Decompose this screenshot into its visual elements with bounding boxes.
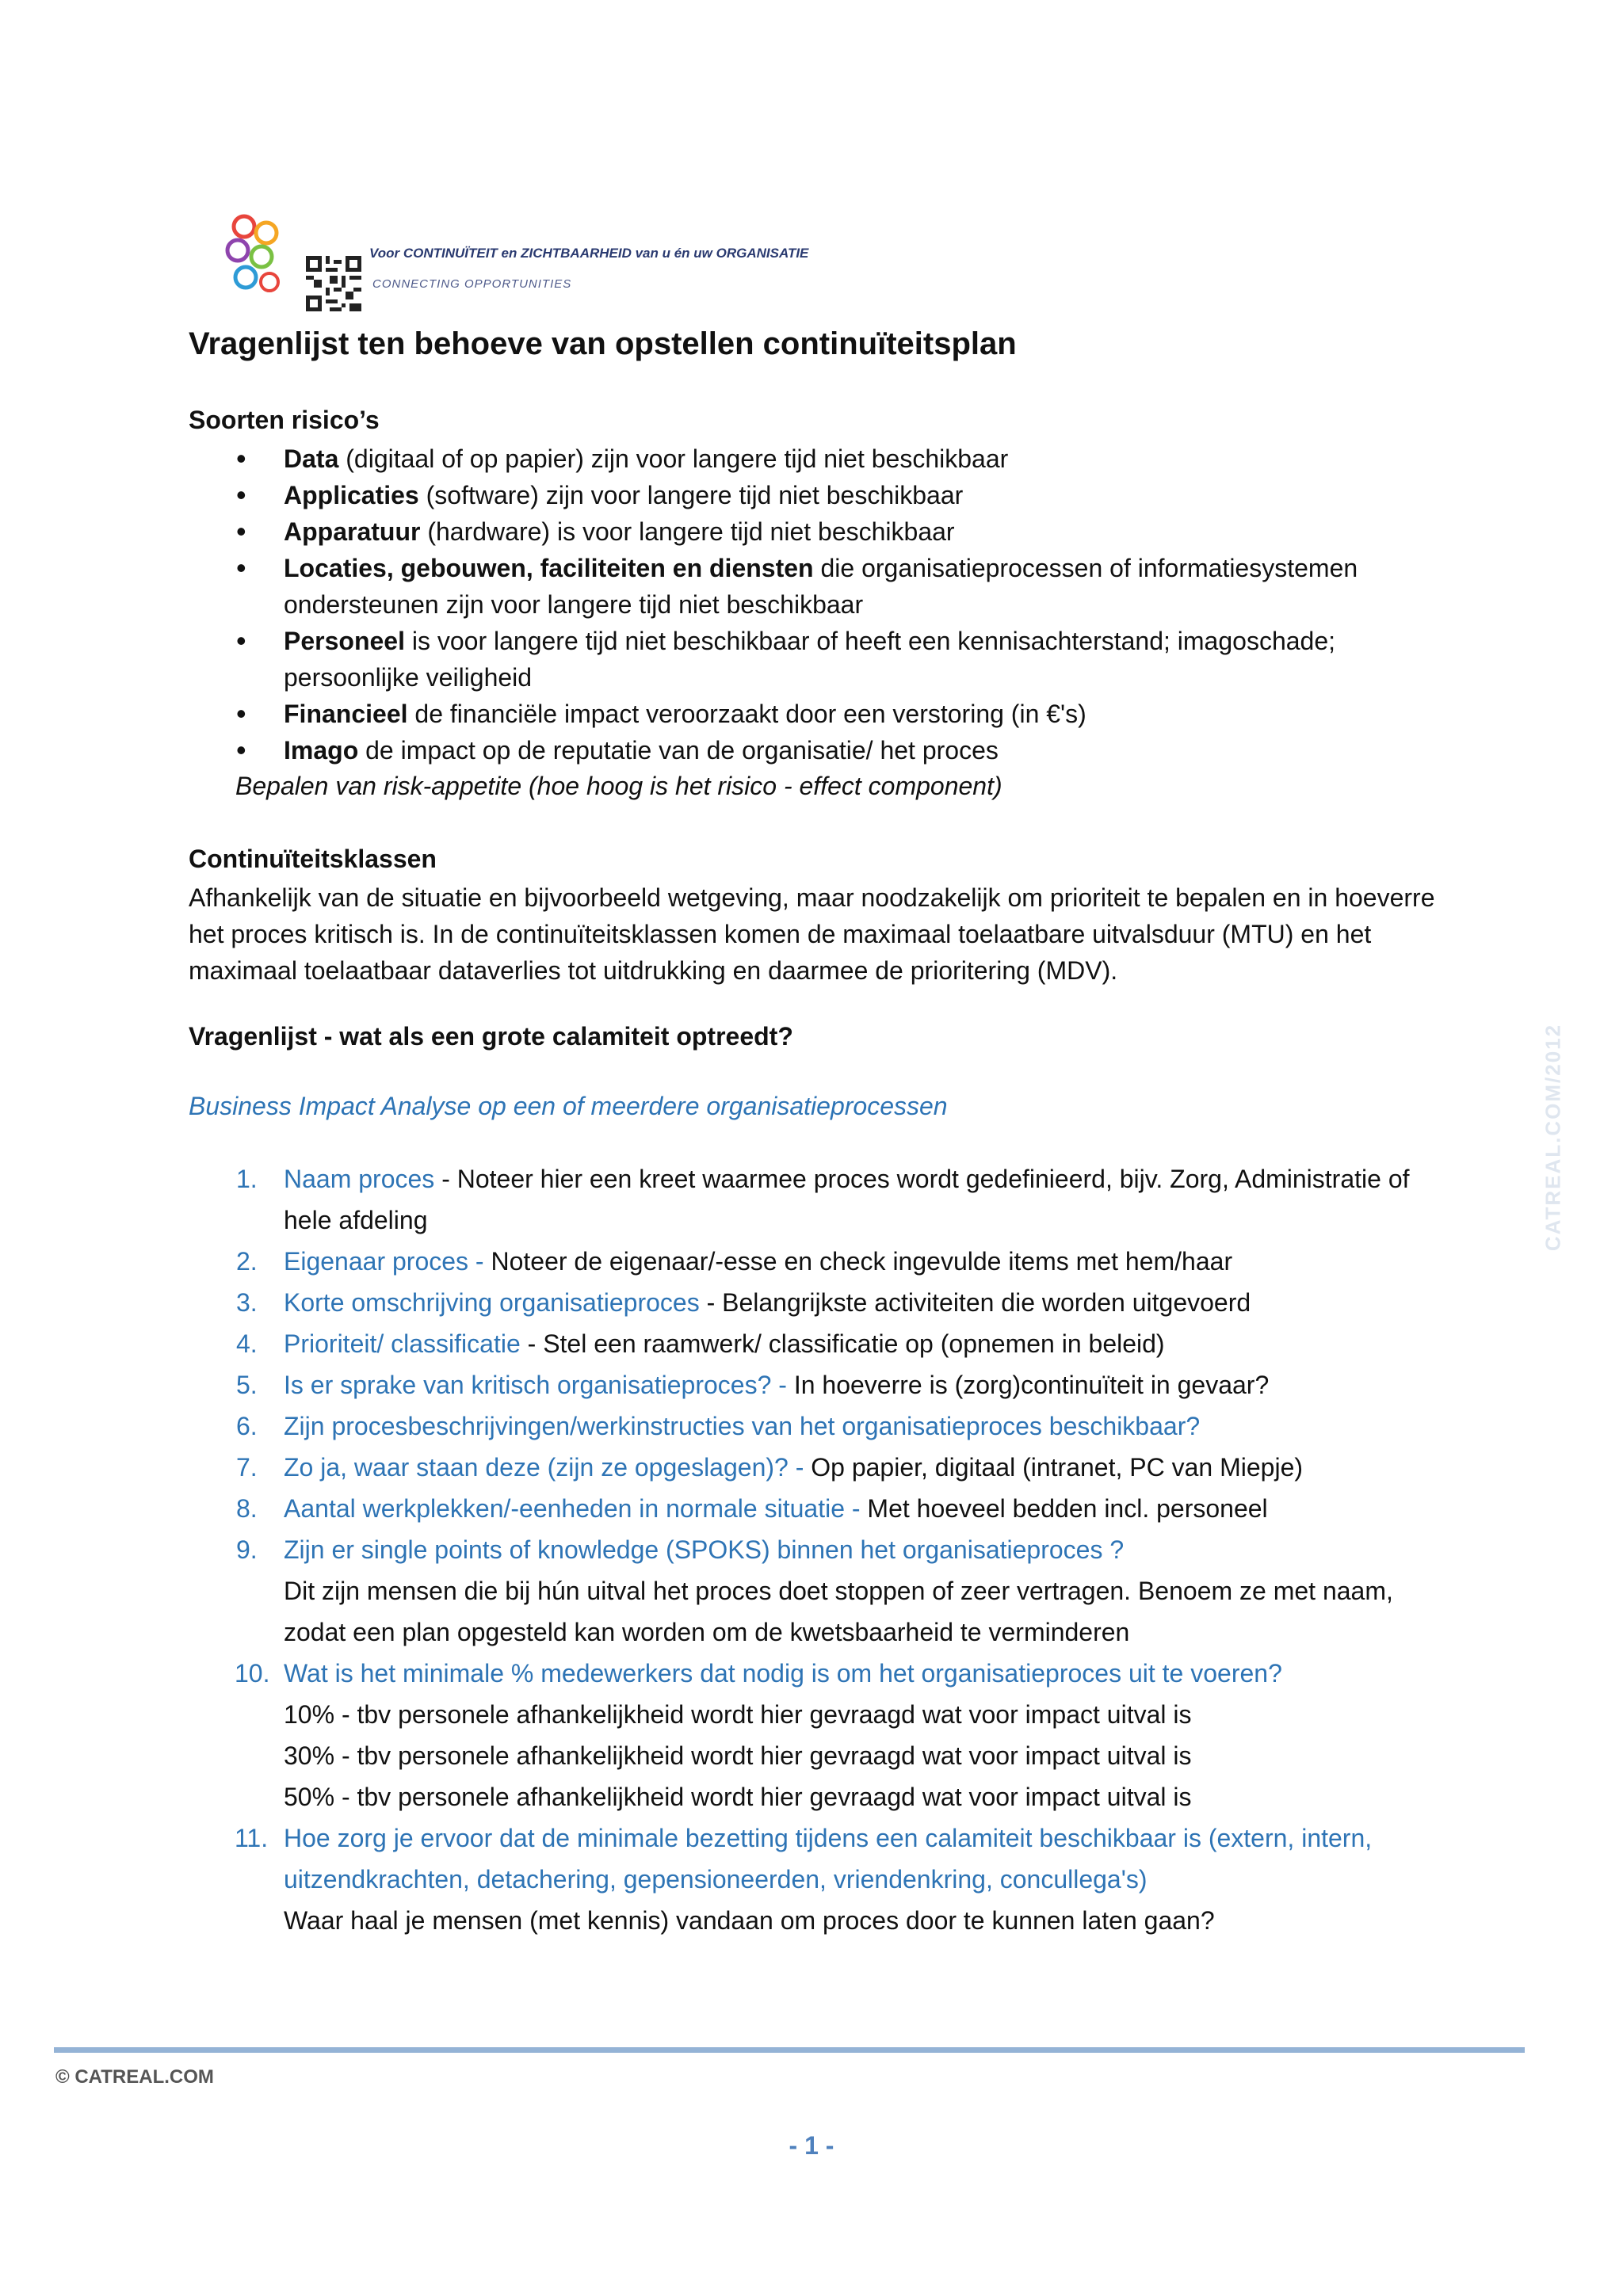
footer-divider: [54, 2047, 1525, 2053]
list-item: • Personeel is voor langere tijd niet beschikbaar of heeft een kennisachterstand; imagoschade; persoonlijke veiligheid: [189, 623, 1425, 696]
list-item: 8. Aantal werkplekken/-eenheden in normale situatie - Met hoeveel bedden incl. personeel: [236, 1494, 1268, 1523]
list-item: 1. Naam proces - Noteer hier een kreet waarmee proces wordt gedefinieerd, bijv. Zorg, Administratie of hele afdeling: [236, 1165, 1410, 1234]
page-number: - 1 -: [789, 2131, 834, 2160]
questionnaire-heading: Vragenlijst - wat als een grote calamiteit optreedt?: [189, 1022, 793, 1051]
list-item: • Imago de impact op de reputatie van de organisatie/ het proces: [189, 732, 1425, 769]
qr-code-icon: [306, 255, 361, 312]
risks-heading: Soorten risico’s: [189, 406, 380, 434]
risk-appetite-note: Bepalen van risk-appetite (hoe hoog is het risico - effect component): [235, 772, 1002, 800]
continuity-text: Afhankelijk van de situatie en bijvoorbeeld wetgeving, maar noodzakelijk om prioriteit te bepalen en in hoeverre het proces kritisch is. In de continuïteitsklassen komen de maximaal toelaatbare uitvalsduur (MTU) en het maximaal toelaatbaar dataverlies tot uitdrukking en daarmee de prioritering (MDV).: [189, 883, 1435, 985]
list-item: 2. Eigenaar proces - Noteer de eigenaar/-esse en check ingevulde items met hem/haar: [236, 1247, 1233, 1276]
footer-copyright: © CATREAL.COM: [55, 2066, 214, 2088]
side-watermark: CATREAL.COM/2012: [1541, 1023, 1565, 1252]
bia-subtitle: Business Impact Analyse op een of meerdere organisatieprocessen: [189, 1092, 948, 1120]
list-item: • Apparatuur (hardware) is voor langere tijd niet beschikbaar: [189, 513, 1425, 550]
list-item: 7. Zo ja, waar staan deze (zijn ze opgeslagen)? - Op papier, digitaal (intranet, PC van Miepje): [236, 1453, 1304, 1482]
header-subtagline: CONNECTING OPPORTUNITIES: [372, 277, 572, 291]
logo-icon: [223, 211, 287, 298]
list-item: 3. Korte omschrijving organisatieproces - Belangrijkste activiteiten die worden uitgevoerd: [236, 1288, 1251, 1317]
list-item: 10. Wat is het minimale % medewerkers dat nodig is om het organisatieproces uit te voeren? 10% - tbv personele afhankelijkheid wordt hier gevraagd wat voor impact uitval is 30% - tbv personele afhankelijkheid wordt hier gevraagd wat voor impact uitval is 50% - tbv personele afhankelijkheid wordt hier gevraagd wat voor impact uitval is: [235, 1659, 1282, 1811]
list-item: • Data (digitaal of op papier) zijn voor langere tijd niet beschikbaar: [189, 441, 1425, 477]
list-item: 5. Is er sprake van kritisch organisatieproces? - In hoeverre is (zorg)continuïteit in gevaar?: [236, 1371, 1270, 1399]
list-item: • Financieel de financiële impact veroorzaakt door een verstoring (in €'s): [189, 696, 1425, 732]
list-item: • Locaties, gebouwen, faciliteiten en diensten die organisatieprocessen of informatiesystemen ondersteunen zijn voor langere tijd niet beschikbaar: [189, 550, 1425, 623]
header-tagline: Voor CONTINUÏTEIT en ZICHTBAARHEID van u én uw ORGANISATIE: [369, 246, 809, 261]
page-title: Vragenlijst ten behoeve van opstellen continuïteitsplan: [189, 326, 1017, 361]
continuity-heading: Continuïteitsklassen: [189, 845, 437, 873]
list-item: 11. Hoe zorg je ervoor dat de minimale bezetting tijdens een calamiteit beschikbaar is (extern, intern, uitzendkrachten, detachering, gepensioneerden, vriendenkring, concullega's) Waar haal je mensen (met kennis) vandaan om proces door te kunnen laten gaan?: [235, 1824, 1373, 1935]
risks-list: [189, 441, 1425, 769]
list-item: 9. Zijn er single points of knowledge (SPOKS) binnen het organisatieproces ? Dit zijn mensen die bij hún uitval het proces doet stoppen of zeer vertragen. Benoem ze met naam, zodat een plan opgesteld kan worden om de kwetsbaarheid te verminderen: [236, 1535, 1393, 1646]
list-item: 4. Prioriteit/ classificatie - Stel een raamwerk/ classificatie op (opnemen in beleid): [236, 1329, 1165, 1358]
question-list: [189, 1158, 1457, 1941]
list-item: 6. Zijn procesbeschrijvingen/werkinstructies van het organisatieproces beschikbaar?: [236, 1412, 1201, 1440]
list-item: • Applicaties (software) zijn voor langere tijd niet beschikbaar: [189, 477, 1425, 513]
